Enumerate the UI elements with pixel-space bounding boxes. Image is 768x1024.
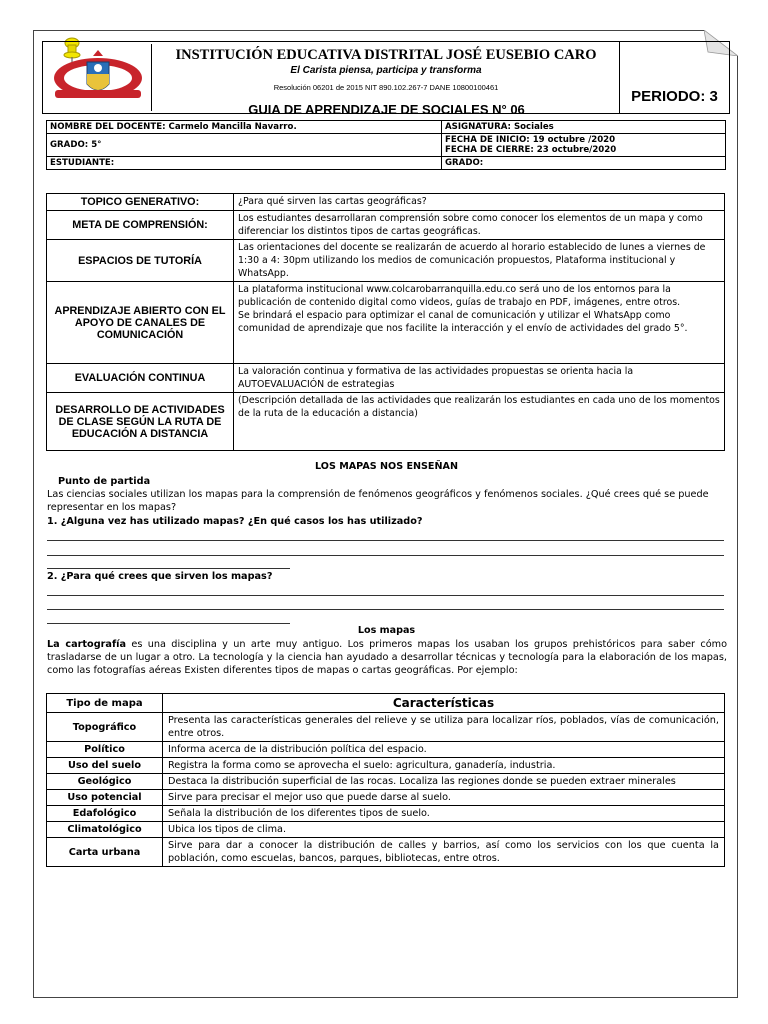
map-type: Geológico (47, 774, 163, 790)
estudiante-cell: ESTUDIANTE: (47, 157, 442, 170)
map-description: Informa acerca de la distribución política del espacio. (163, 742, 725, 758)
cartografia-lead: La cartografía (47, 639, 127, 650)
answer-line (47, 595, 724, 596)
meta-text: Los estudiantes desarrollaran comprensión sobre como conocer los elementos de un mapa y como diferenciar los distintos tipos de cartas geográficas. (234, 211, 725, 240)
map-description: Destaca la distribución superficial de las rocas. Localiza las regiones donde se pueden extraer minerales (163, 774, 725, 790)
map-type: Uso potencial (47, 790, 163, 806)
fecha-inicio: FECHA DE INICIO: 19 octubre /2020 (445, 135, 616, 145)
map-type: Edafológico (47, 806, 163, 822)
aprendizaje-label: APRENDIZAJE ABIERTO CON EL APOYO DE CANALES DE COMUNICACIÓN (47, 282, 234, 364)
desarrollo-label: DESARROLLO DE ACTIVIDADES DE CLASE SEGÚN LA RUTA DE EDUCACIÓN A DISTANCIA (47, 393, 234, 451)
map-type: Carta urbana (47, 838, 163, 867)
map-description: Registra la forma como se aprovecha el suelo: agricultura, ganadería, industria. (163, 758, 725, 774)
answer-line (47, 555, 724, 556)
institution-name: INSTITUCIÓN EDUCATIVA DISTRITAL JOSÉ EUSEBIO CARO (175, 47, 597, 63)
section-title-mapas: LOS MAPAS NOS ENSEÑAN (315, 461, 458, 472)
document-page (33, 30, 738, 998)
periodo-label: PERIODO: 3 (619, 42, 729, 113)
map-description: Ubica los tipos de clima. (163, 822, 725, 838)
answer-line (47, 623, 290, 624)
evaluacion-text: La valoración continua y formativa de las actividades propuestas se orienta hacia la AUTOEVALUACIÓN de estrategias (234, 364, 725, 393)
tutoria-text: Las orientaciones del docente se realizarán de acuerdo al horario establecido de lunes a viernes de 1:30 a 4: 30pm utilizando los medios de comunicación propuestos, Plataforma institucional y WhatsApp. (234, 240, 725, 282)
desarrollo-text: (Descripción detallada de las actividades que realizarán los estudiantes en cada uno de los momentos de la ruta de la educación a distancia) (234, 393, 725, 451)
guide-title: GUIA DE APRENDIZAJE DE SOCIALES N° 06 (248, 102, 525, 117)
docente-cell: NOMBRE DEL DOCENTE: Carmelo Mancilla Navarro. (47, 121, 442, 134)
map-type: Uso del suelo (47, 758, 163, 774)
map-type: Político (47, 742, 163, 758)
info-table (46, 120, 726, 170)
topic-label: TOPICO GENERATIVO: (47, 194, 234, 211)
map-type: Topográfico (47, 713, 163, 742)
topic-table (46, 193, 725, 451)
map-description: Presenta las características generales del relieve y se utiliza para localizar ríos, poblados, vías de comunicación, entre otros. (163, 713, 725, 742)
section-title-los-mapas: Los mapas (357, 625, 416, 636)
aprendizaje-text: La plataforma institucional www.colcarobarranquilla.edu.co será uno de los entornos para la publicación de contenido digital como videos, guías de trabajo en PDF, imágenes, entre otros. Se brindará el espacio para optimizar el canal de comunicación y utilizar el WhatsApp como comunidad de aprendizaje que nos facilite la interacción y el envío de actividades del grado 5°. (234, 282, 725, 364)
map-description: Sirve para precisar el mejor uso que puede darse al suelo. (163, 790, 725, 806)
col-caracteristicas-header: Características (163, 694, 725, 713)
school-motto: El Carista piensa, participa y transforma (290, 65, 482, 76)
topic-text: ¿Para qué sirven las cartas geográficas? (234, 194, 725, 211)
map-types-table (46, 693, 725, 867)
fecha-cierre: FECHA DE CIERRE: 23 octubre/2020 (445, 145, 617, 155)
tutoria-label: ESPACIOS DE TUTORÍA (47, 240, 234, 282)
evaluacion-label: EVALUACIÓN CONTINUA (47, 364, 234, 393)
answer-line (47, 609, 724, 610)
answer-line (47, 540, 724, 541)
grado2-cell: GRADO: (442, 157, 726, 170)
intro-paragraph: Las ciencias sociales utilizan los mapas para la comprensión de fenómenos geográficos y fenómenos sociales. ¿Qué crees qué se puede representar en los mapas? (47, 489, 709, 513)
fechas-cell (442, 134, 726, 157)
grado-cell: GRADO: 5° (47, 134, 442, 157)
answer-line (47, 568, 290, 569)
asignatura-cell: ASIGNATURA: Sociales (442, 121, 726, 134)
col-tipo-header: Tipo de mapa (47, 694, 163, 713)
map-type: Climatológico (47, 822, 163, 838)
meta-label: META DE COMPRENSIÓN: (47, 211, 234, 240)
cartografia-text: es una disciplina y un arte muy antiguo. Los primeros mapas los usaban los grupos prehistóricos para saber cómo trasladarse de un lugar a otro. La tecnología y la ciencia han ayudado a desarrollar técnicas y tecnología para la elaboración de los mapas, como las fotografías aéreas Existen diferentes tipos de mapas o cartas geográficas. Por ejemplo: (47, 639, 728, 676)
question-2: 2. ¿Para qué crees que sirven los mapas? (47, 571, 273, 582)
school-logo (45, 44, 152, 111)
question-1: 1. ¿Alguna vez has utilizado mapas? ¿En qué casos los has utilizado? (47, 516, 423, 527)
cartografia-paragraph (47, 638, 727, 677)
section-subtitle: Punto de partida (58, 476, 151, 487)
resolution-line: Resolución 06201 de 2015 NIT 890.102.267-7 DANE 10800100461 (273, 83, 499, 92)
map-description: Sirve para dar a conocer la distribución de calles y barrios, así como los servicios con los que cuenta la población, como escuelas, bancos, parques, bibliotecas, entre otros. (163, 838, 725, 867)
map-description: Señala la distribución de los diferentes tipos de suelo. (163, 806, 725, 822)
